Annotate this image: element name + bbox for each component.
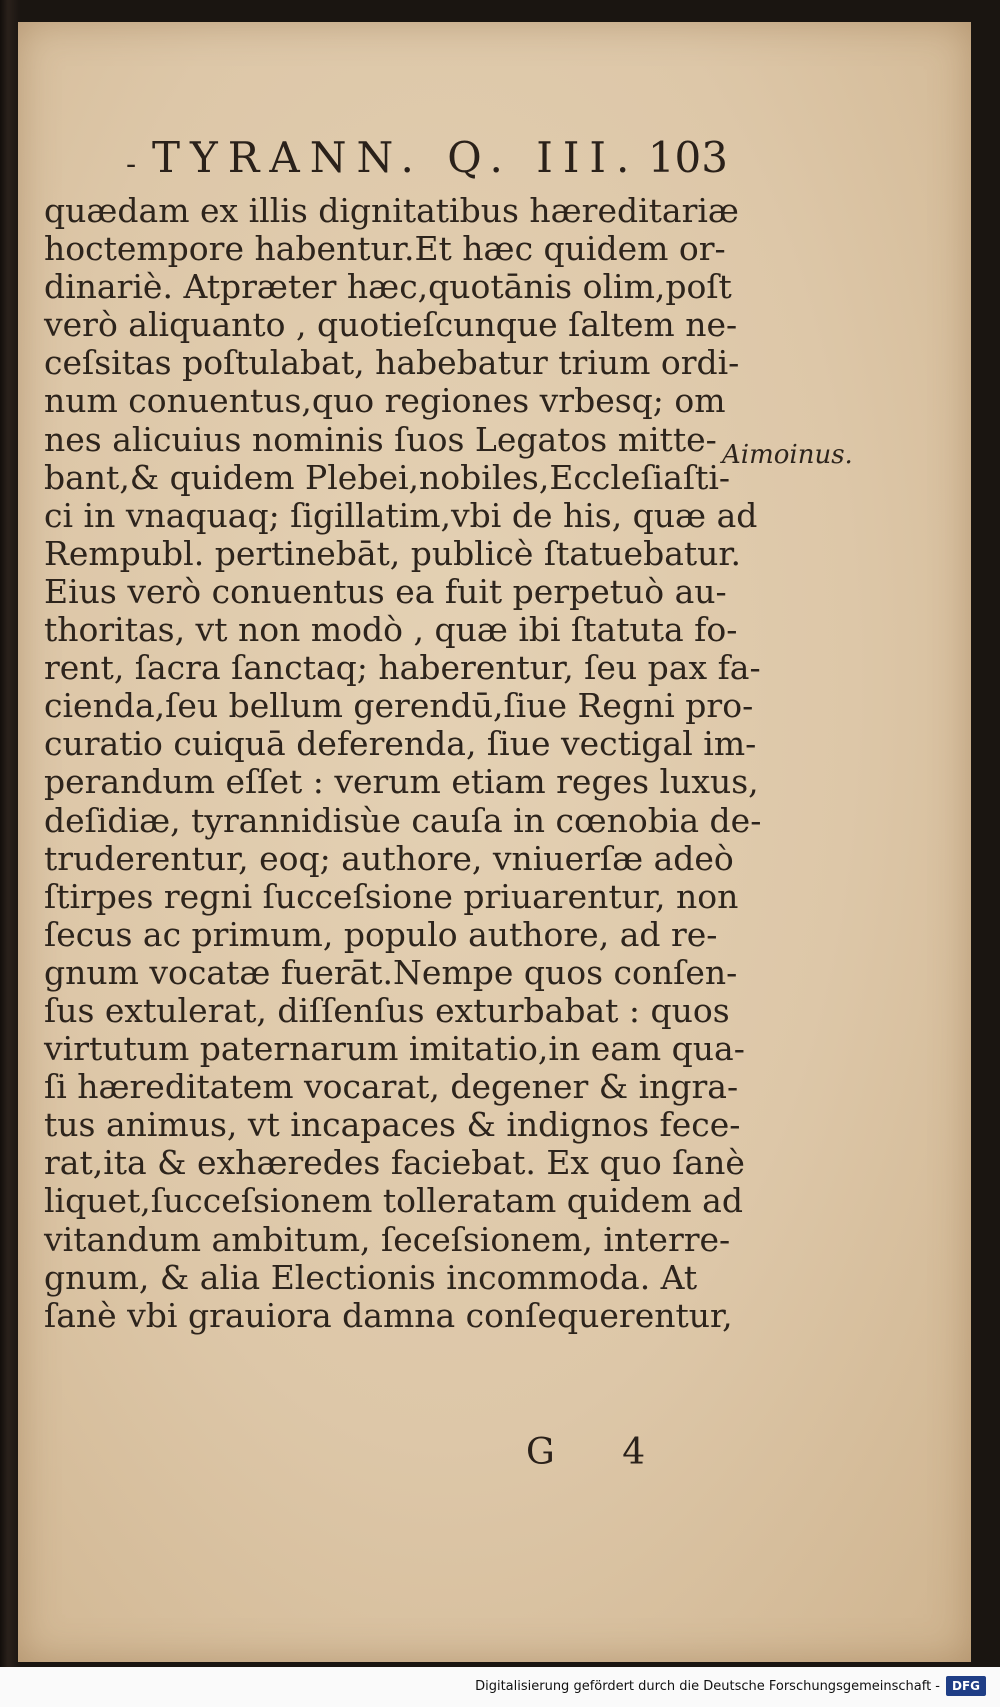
signature-mark: G 4 (526, 1432, 674, 1473)
text-line: hoctempore habentur.Et hæc quidem or- (44, 229, 726, 269)
text-line: gnum vocatæ fuerāt.Nempe quos conſen- (44, 952, 738, 992)
text-line: thoritas, vt non modò , quæ ibi ſtatuta fo- (44, 610, 738, 650)
text-line: nes alicuius nominis ſuos Legatos mitte- (44, 419, 717, 459)
text-line: dinariè. Atpræter hæc,quotānis olim,poſt (44, 267, 732, 307)
text-line: Rempubl. pertinebāt, publicè ſtatuebatur. (44, 533, 742, 573)
text-line: ci in vnaquaq; ſigillatim,vbi de his, quæ ad (44, 495, 758, 535)
funding-credit: Digitalisierung gefördert durch die Deutsche Forschungsgemeinschaft - (475, 1679, 940, 1694)
header-dash: - (126, 147, 137, 182)
text-line: truderentur, eoq; authore, vniuerſæ adeò (44, 838, 734, 878)
text-line: verò aliquanto , quotieſcunque ſaltem ne- (44, 305, 738, 345)
marginal-note: Aimoinus. (722, 440, 853, 470)
page-header (126, 127, 746, 197)
text-line: perandum eſſet : verum etiam reges luxus, (44, 762, 759, 802)
text-line: vitandum ambitum, ſeceſsionem, interre- (44, 1219, 731, 1259)
text-line: tus animus, vt incapaces & indignos fece- (44, 1105, 741, 1145)
text-line: cienda,ſeu bellum gerendū,ſiue Regni pro- (44, 686, 754, 726)
text-line: ſi hæreditatem vocarat, degener & ingra- (44, 1067, 739, 1107)
text-line: rat,ita & exhæredes faciebat. Ex quo ſanè (44, 1143, 745, 1183)
text-line: ſecus ac primum, populo authore, ad re- (44, 914, 718, 954)
text-line: rent, ſacra ſanctaq; haberentur, ſeu pax fa- (44, 648, 761, 688)
text-line: liquet,ſucceſsionem tolleratam quidem ad (44, 1181, 743, 1221)
text-line: ceſsitas poſtulabat, habebatur trium ordi- (44, 343, 740, 383)
text-line: Eius verò conuentus ea fuit perpetuò au- (44, 571, 727, 611)
text-line: virtutum paternarum imitatio,in eam qua- (44, 1029, 745, 1069)
body-text (44, 191, 762, 1335)
text-line: curatio cuiquā deferenda, ſiue vectigal im- (44, 724, 757, 764)
page-content (18, 22, 971, 1662)
text-line: ſtirpes regni ſucceſsione priuarentur, non (44, 876, 739, 916)
dfg-logo: DFG (946, 1676, 986, 1696)
text-line: ſus extulerat, diſſenſus exturbabat : quos (44, 990, 730, 1030)
text-line: gnum, & alia Electionis incommoda. At (44, 1257, 698, 1297)
page-number: 103 (647, 133, 728, 182)
text-line: bant,& quidem Plebei,nobiles,Eccleſiaſti- (44, 457, 731, 497)
text-line: num conuentus,quo regiones vrbesq; om (44, 381, 726, 421)
text-line: quædam ex illis dignitatibus hæreditariæ (44, 191, 739, 230)
text-line: ſanè vbi grauiora damna conſequerentur, (44, 1295, 733, 1335)
text-line: deſidiæ, tyrannidisùe cauſa in cœnobia de- (44, 800, 762, 840)
footer-bar (0, 1667, 1000, 1707)
book-page (18, 22, 971, 1662)
running-title: TYRANN. Q. III. (152, 133, 640, 182)
